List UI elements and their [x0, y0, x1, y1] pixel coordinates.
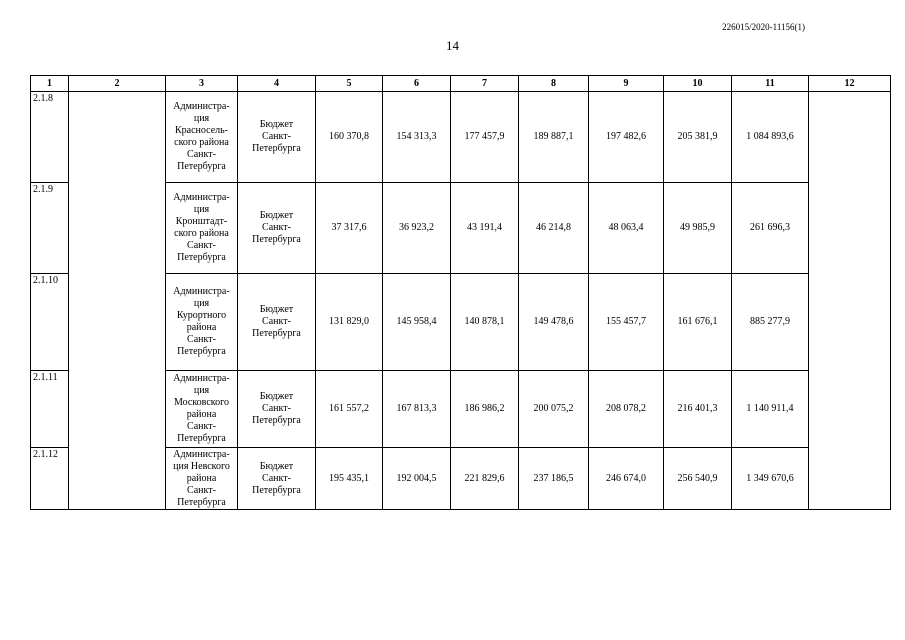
table-row [31, 92, 891, 183]
total-value-cell: 885 277,9 [732, 274, 809, 371]
empty-column-12-cell [809, 92, 891, 183]
year-value-cell: 197 482,6 [589, 92, 664, 183]
table-row [31, 448, 891, 510]
column-header: 6 [383, 76, 451, 92]
column-header: 3 [166, 76, 238, 92]
year-value-cell: 161 676,1 [664, 274, 732, 371]
total-value-cell: 1 084 893,6 [732, 92, 809, 183]
column-header: 2 [69, 76, 166, 92]
column-header: 10 [664, 76, 732, 92]
column-header: 1 [31, 76, 69, 92]
row-code-cell: 2.1.12 [31, 448, 69, 510]
year-value-cell: 177 457,9 [451, 92, 519, 183]
year-value-cell: 237 186,5 [519, 448, 589, 510]
column-header: 8 [519, 76, 589, 92]
year-value-cell: 208 078,2 [589, 371, 664, 448]
year-value-cell: 221 829,6 [451, 448, 519, 510]
budget-source-cell: Бюджет Санкт- Петербурга [238, 371, 316, 448]
budget-source-cell: Бюджет Санкт- Петербурга [238, 274, 316, 371]
year-value-cell: 49 985,9 [664, 183, 732, 274]
year-value-cell: 154 313,3 [383, 92, 451, 183]
page-number: 14 [446, 38, 459, 53]
column-header: 12 [809, 76, 891, 92]
row-code-cell: 2.1.9 [31, 183, 69, 274]
year-value-cell: 205 381,9 [664, 92, 732, 183]
year-value-cell: 46 214,8 [519, 183, 589, 274]
year-value-cell: 256 540,9 [664, 448, 732, 510]
column-header: 11 [732, 76, 809, 92]
year-value-cell: 189 887,1 [519, 92, 589, 183]
column-header: 9 [589, 76, 664, 92]
budget-table-container [30, 75, 890, 510]
empty-column-12-cell [809, 371, 891, 448]
column-number-row [31, 76, 891, 92]
table-row [31, 274, 891, 371]
year-value-cell: 200 075,2 [519, 371, 589, 448]
row-code-cell: 2.1.10 [31, 274, 69, 371]
year-value-cell: 160 370,8 [316, 92, 383, 183]
year-value-cell: 186 986,2 [451, 371, 519, 448]
year-value-cell: 36 923,2 [383, 183, 451, 274]
year-value-cell: 131 829,0 [316, 274, 383, 371]
empty-column-2-cell [69, 274, 166, 371]
organization-cell: Администра- ция Курортного района Санкт- Петербурга [166, 274, 238, 371]
organization-cell: Администра- ция Красносель- ского района Санкт- Петербурга [166, 92, 238, 183]
table-row [31, 183, 891, 274]
table-row [31, 371, 891, 448]
total-value-cell: 261 696,3 [732, 183, 809, 274]
year-value-cell: 43 191,4 [451, 183, 519, 274]
year-value-cell: 167 813,3 [383, 371, 451, 448]
budget-table [30, 75, 891, 510]
row-code-cell: 2.1.11 [31, 371, 69, 448]
year-value-cell: 149 478,6 [519, 274, 589, 371]
year-value-cell: 37 317,6 [316, 183, 383, 274]
year-value-cell: 140 878,1 [451, 274, 519, 371]
organization-cell: Администра- ция Невского района Санкт- Петербурга [166, 448, 238, 510]
year-value-cell: 192 004,5 [383, 448, 451, 510]
year-value-cell: 161 557,2 [316, 371, 383, 448]
document-id: 226015/2020-11156(1) [722, 22, 805, 32]
total-value-cell: 1 349 670,6 [732, 448, 809, 510]
row-code-cell: 2.1.8 [31, 92, 69, 183]
year-value-cell: 155 457,7 [589, 274, 664, 371]
column-header: 5 [316, 76, 383, 92]
empty-column-2-cell [69, 92, 166, 183]
table-body [31, 92, 891, 510]
total-value-cell: 1 140 911,4 [732, 371, 809, 448]
budget-source-cell: Бюджет Санкт- Петербурга [238, 183, 316, 274]
column-header: 7 [451, 76, 519, 92]
empty-column-12-cell [809, 274, 891, 371]
organization-cell: Администра- ция Кронштадт- ского района Санкт- Петербурга [166, 183, 238, 274]
column-header: 4 [238, 76, 316, 92]
year-value-cell: 246 674,0 [589, 448, 664, 510]
year-value-cell: 145 958,4 [383, 274, 451, 371]
empty-column-2-cell [69, 448, 166, 510]
empty-column-2-cell [69, 183, 166, 274]
budget-source-cell: Бюджет Санкт- Петербурга [238, 92, 316, 183]
year-value-cell: 216 401,3 [664, 371, 732, 448]
empty-column-2-cell [69, 371, 166, 448]
empty-column-12-cell [809, 183, 891, 274]
year-value-cell: 195 435,1 [316, 448, 383, 510]
budget-source-cell: Бюджет Санкт- Петербурга [238, 448, 316, 510]
organization-cell: Администра- ция Московского района Санкт- Петербурга [166, 371, 238, 448]
year-value-cell: 48 063,4 [589, 183, 664, 274]
empty-column-12-cell [809, 448, 891, 510]
